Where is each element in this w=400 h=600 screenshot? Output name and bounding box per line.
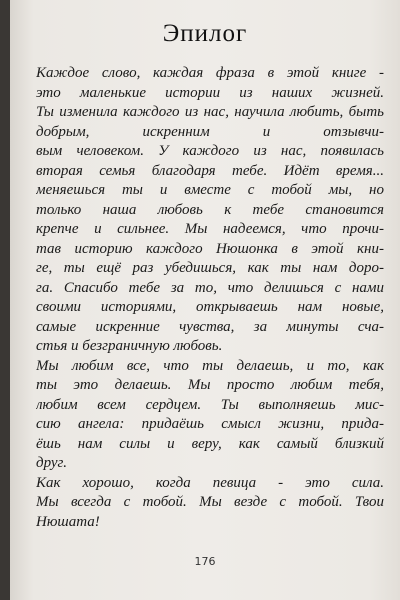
text-line: это маленькие истории из наших жизней. — [36, 84, 384, 101]
epilogue-text — [36, 64, 384, 532]
text-line: Каждое слово, каждая фраза в этой книге - — [36, 65, 384, 81]
text-line: любим всем сердцем. Ты выполняешь мис- — [36, 396, 384, 413]
book-page — [10, 0, 400, 600]
text-line: вторая семья благодаря тебе. Идёт время... — [36, 162, 384, 179]
text-line: Мы любим все, что ты делаешь, и то, как — [36, 357, 384, 374]
text-line: меняешься ты и вместе с тобой мы, но — [36, 182, 384, 198]
text-line: га. Спасибо тебе за то, что делишься с нами — [36, 279, 384, 296]
page-number: 176 — [194, 555, 216, 568]
text-line: Мы всегда с тобой. Мы везде с тобой. Твои — [36, 494, 384, 510]
text-line: только наша любовь к тебе становится — [36, 201, 384, 218]
text-line: своими историями, открываешь нам новые, — [36, 299, 384, 315]
text-line: ёшь нам силы и веру, как самый близкий — [36, 435, 384, 452]
text-line: друг. — [36, 455, 67, 471]
text-line: ге, ты ещё раз убедишься, как ты нам доро- — [36, 260, 384, 276]
text-line: самые искренние чувства, за минуты сча- — [36, 318, 384, 335]
text-line: Нюшата! — [36, 513, 100, 530]
text-line: сию ангела: придаёшь смысл жизни, прида- — [36, 416, 384, 432]
text-line: крепче и сильнее. Мы надеемся, что прочи- — [36, 221, 384, 237]
text-line: Ты изменила каждого из нас, научила любить, быть добрым, искренним и отзывчи- — [36, 104, 384, 140]
text-line: ты это делаешь. Мы просто любим тебя, — [36, 377, 384, 393]
chapter-title: Эпилог — [162, 20, 248, 47]
text-line: стья и безграничную любовь. — [36, 338, 223, 354]
text-line: Как хорошо, когда певица - это сила. — [36, 474, 384, 491]
text-line: тав историю каждого Нюшонка в этой кни- — [36, 240, 384, 257]
text-line: вым человеком. У каждого из нас, появилась — [36, 143, 384, 159]
